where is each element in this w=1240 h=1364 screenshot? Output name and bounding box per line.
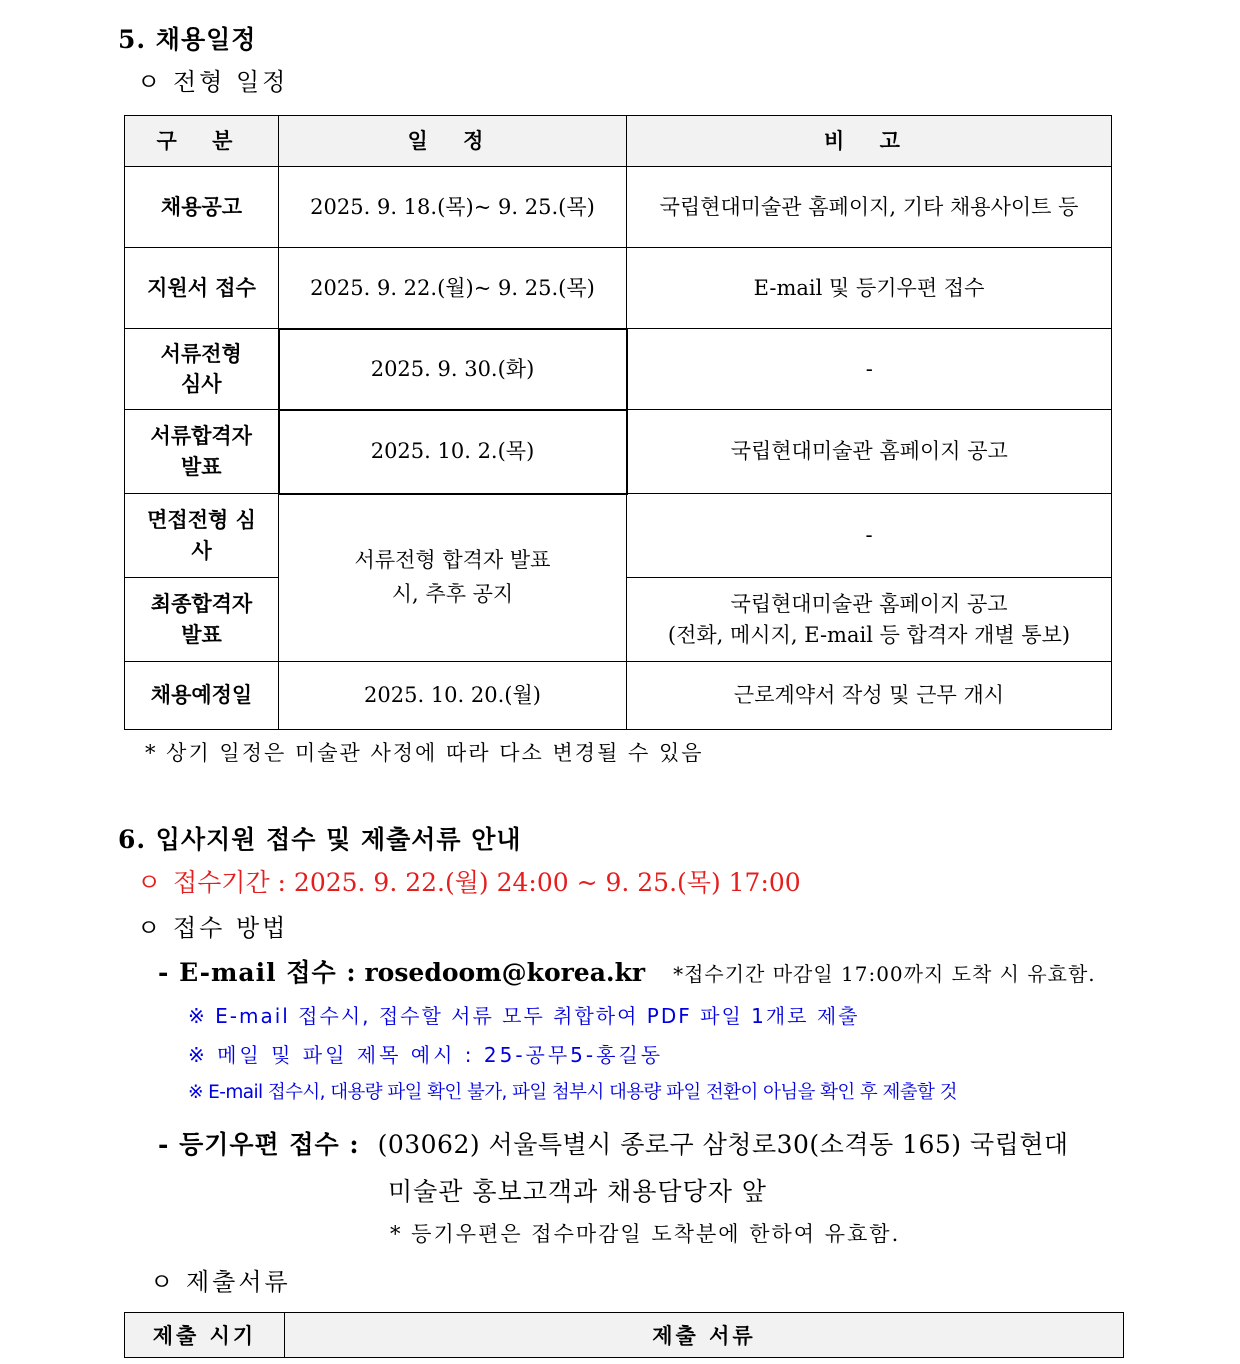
email-method	[158, 953, 1096, 989]
header-submission-time: 제출 시기	[125, 1313, 285, 1358]
row-category: 서류전형 심사	[125, 329, 279, 410]
row-date-merged: 서류전형 합격자 발표 시, 추후 공지	[279, 494, 627, 662]
row-note-line2: (전화, 메시지, E-mail 등 합격자 개별 통보)	[667, 622, 1071, 647]
table-row	[125, 410, 1112, 494]
row-category: 최종합격자 발표	[125, 578, 279, 662]
email-address-link[interactable]: rosedoom@korea.kr	[364, 958, 646, 987]
section-6-title: 6. 입사지원 접수 및 제출서류 안내	[118, 825, 522, 854]
documents-heading-text: 제출서류	[186, 1268, 291, 1296]
section-5-title: 5. 채용일정	[118, 25, 257, 54]
documents-heading	[150, 1262, 291, 1297]
post-address-line2: 미술관 홍보고객과 채용담당자 앞	[388, 1177, 767, 1206]
method-heading-text: 접수 방법	[173, 914, 289, 942]
schedule-table	[124, 115, 1112, 730]
notice-3: ※ E-mail 접수시, 대용량 파일 확인 불가, 파일 첨부시 대용량 파일 전환이 아님을 확인 후 제출할 것	[188, 1082, 957, 1103]
notice-2: ※ 메일 및 파일 제목 예시 : 25-공무5-홍길동	[188, 1043, 664, 1067]
row-date: 2025. 9. 30.(화)	[279, 329, 627, 410]
row-date: 2025. 9. 22.(월)~ 9. 25.(목)	[279, 248, 627, 329]
post-address-line1: (03062) 서울특별시 종로구 삼청로30(소격동 165) 국립현대	[377, 1130, 1069, 1159]
row-category: 채용공고	[125, 167, 279, 248]
post-note: * 등기우편은 접수마감일 도착분에 한하여 유효함.	[390, 1222, 901, 1246]
table-row	[125, 494, 1112, 578]
row-note: -	[627, 329, 1112, 410]
documents-table	[124, 1312, 1124, 1358]
row-note: -	[627, 494, 1112, 578]
row-category: 채용예정일	[125, 662, 279, 730]
bullet-icon: ㅇ	[137, 68, 164, 96]
row-note-line1: 국립현대미술관 홈페이지 공고	[730, 592, 1008, 617]
row-note: E-mail 및 등기우편 접수	[627, 248, 1112, 329]
row-date: 2025. 9. 18.(목)~ 9. 25.(목)	[279, 167, 627, 248]
row-note: 국립현대미술관 홈페이지 공고	[627, 410, 1112, 494]
header-schedule: 일 정	[279, 116, 627, 167]
table-row	[125, 248, 1112, 329]
table-row	[125, 662, 1112, 730]
documents-table-header	[125, 1313, 1124, 1358]
header-submission-documents: 제출 서류	[285, 1313, 1124, 1358]
table-row	[125, 329, 1112, 410]
bullet-icon: ㅇ	[137, 914, 164, 942]
bullet-icon: ㅇ	[150, 1268, 177, 1296]
row-category: 서류합격자 발표	[125, 410, 279, 494]
email-note: *접수기간 마감일 17:00까지 도착 시 유효함.	[673, 962, 1096, 986]
row-date: 2025. 10. 2.(목)	[279, 410, 627, 494]
application-period	[137, 863, 801, 899]
header-note: 비 고	[627, 116, 1112, 167]
row-note: 근로계약서 작성 및 근무 개시	[627, 662, 1112, 730]
header-category: 구 분	[125, 116, 279, 167]
row-category: 지원서 접수	[125, 248, 279, 329]
row-category: 면접전형 심사	[125, 494, 279, 578]
table-row	[125, 167, 1112, 248]
notice-1: ※ E-mail 접수시, 접수할 서류 모두 취합하여 PDF 파일 1개로 제출	[188, 1004, 860, 1028]
post-label: - 등기우편 접수 :	[158, 1130, 360, 1159]
schedule-subheading-text: 전형 일정	[173, 68, 289, 96]
row-note	[627, 578, 1112, 662]
row-note: 국립현대미술관 홈페이지, 기타 채용사이트 등	[627, 167, 1112, 248]
method-heading	[137, 908, 288, 943]
email-label: - E-mail 접수 :	[158, 958, 357, 987]
schedule-footnote: * 상기 일정은 미술관 사정에 따라 다소 변경될 수 있음	[145, 741, 704, 765]
application-period-text: 접수기간 : 2025. 9. 22.(월) 24:00 ~ 9. 25.(목) 17:00	[173, 868, 801, 897]
bullet-icon: ㅇ	[137, 868, 162, 897]
row-date: 2025. 10. 20.(월)	[279, 662, 627, 730]
schedule-table-header	[125, 116, 1112, 167]
post-method	[158, 1125, 1069, 1161]
schedule-subheading	[137, 62, 288, 97]
